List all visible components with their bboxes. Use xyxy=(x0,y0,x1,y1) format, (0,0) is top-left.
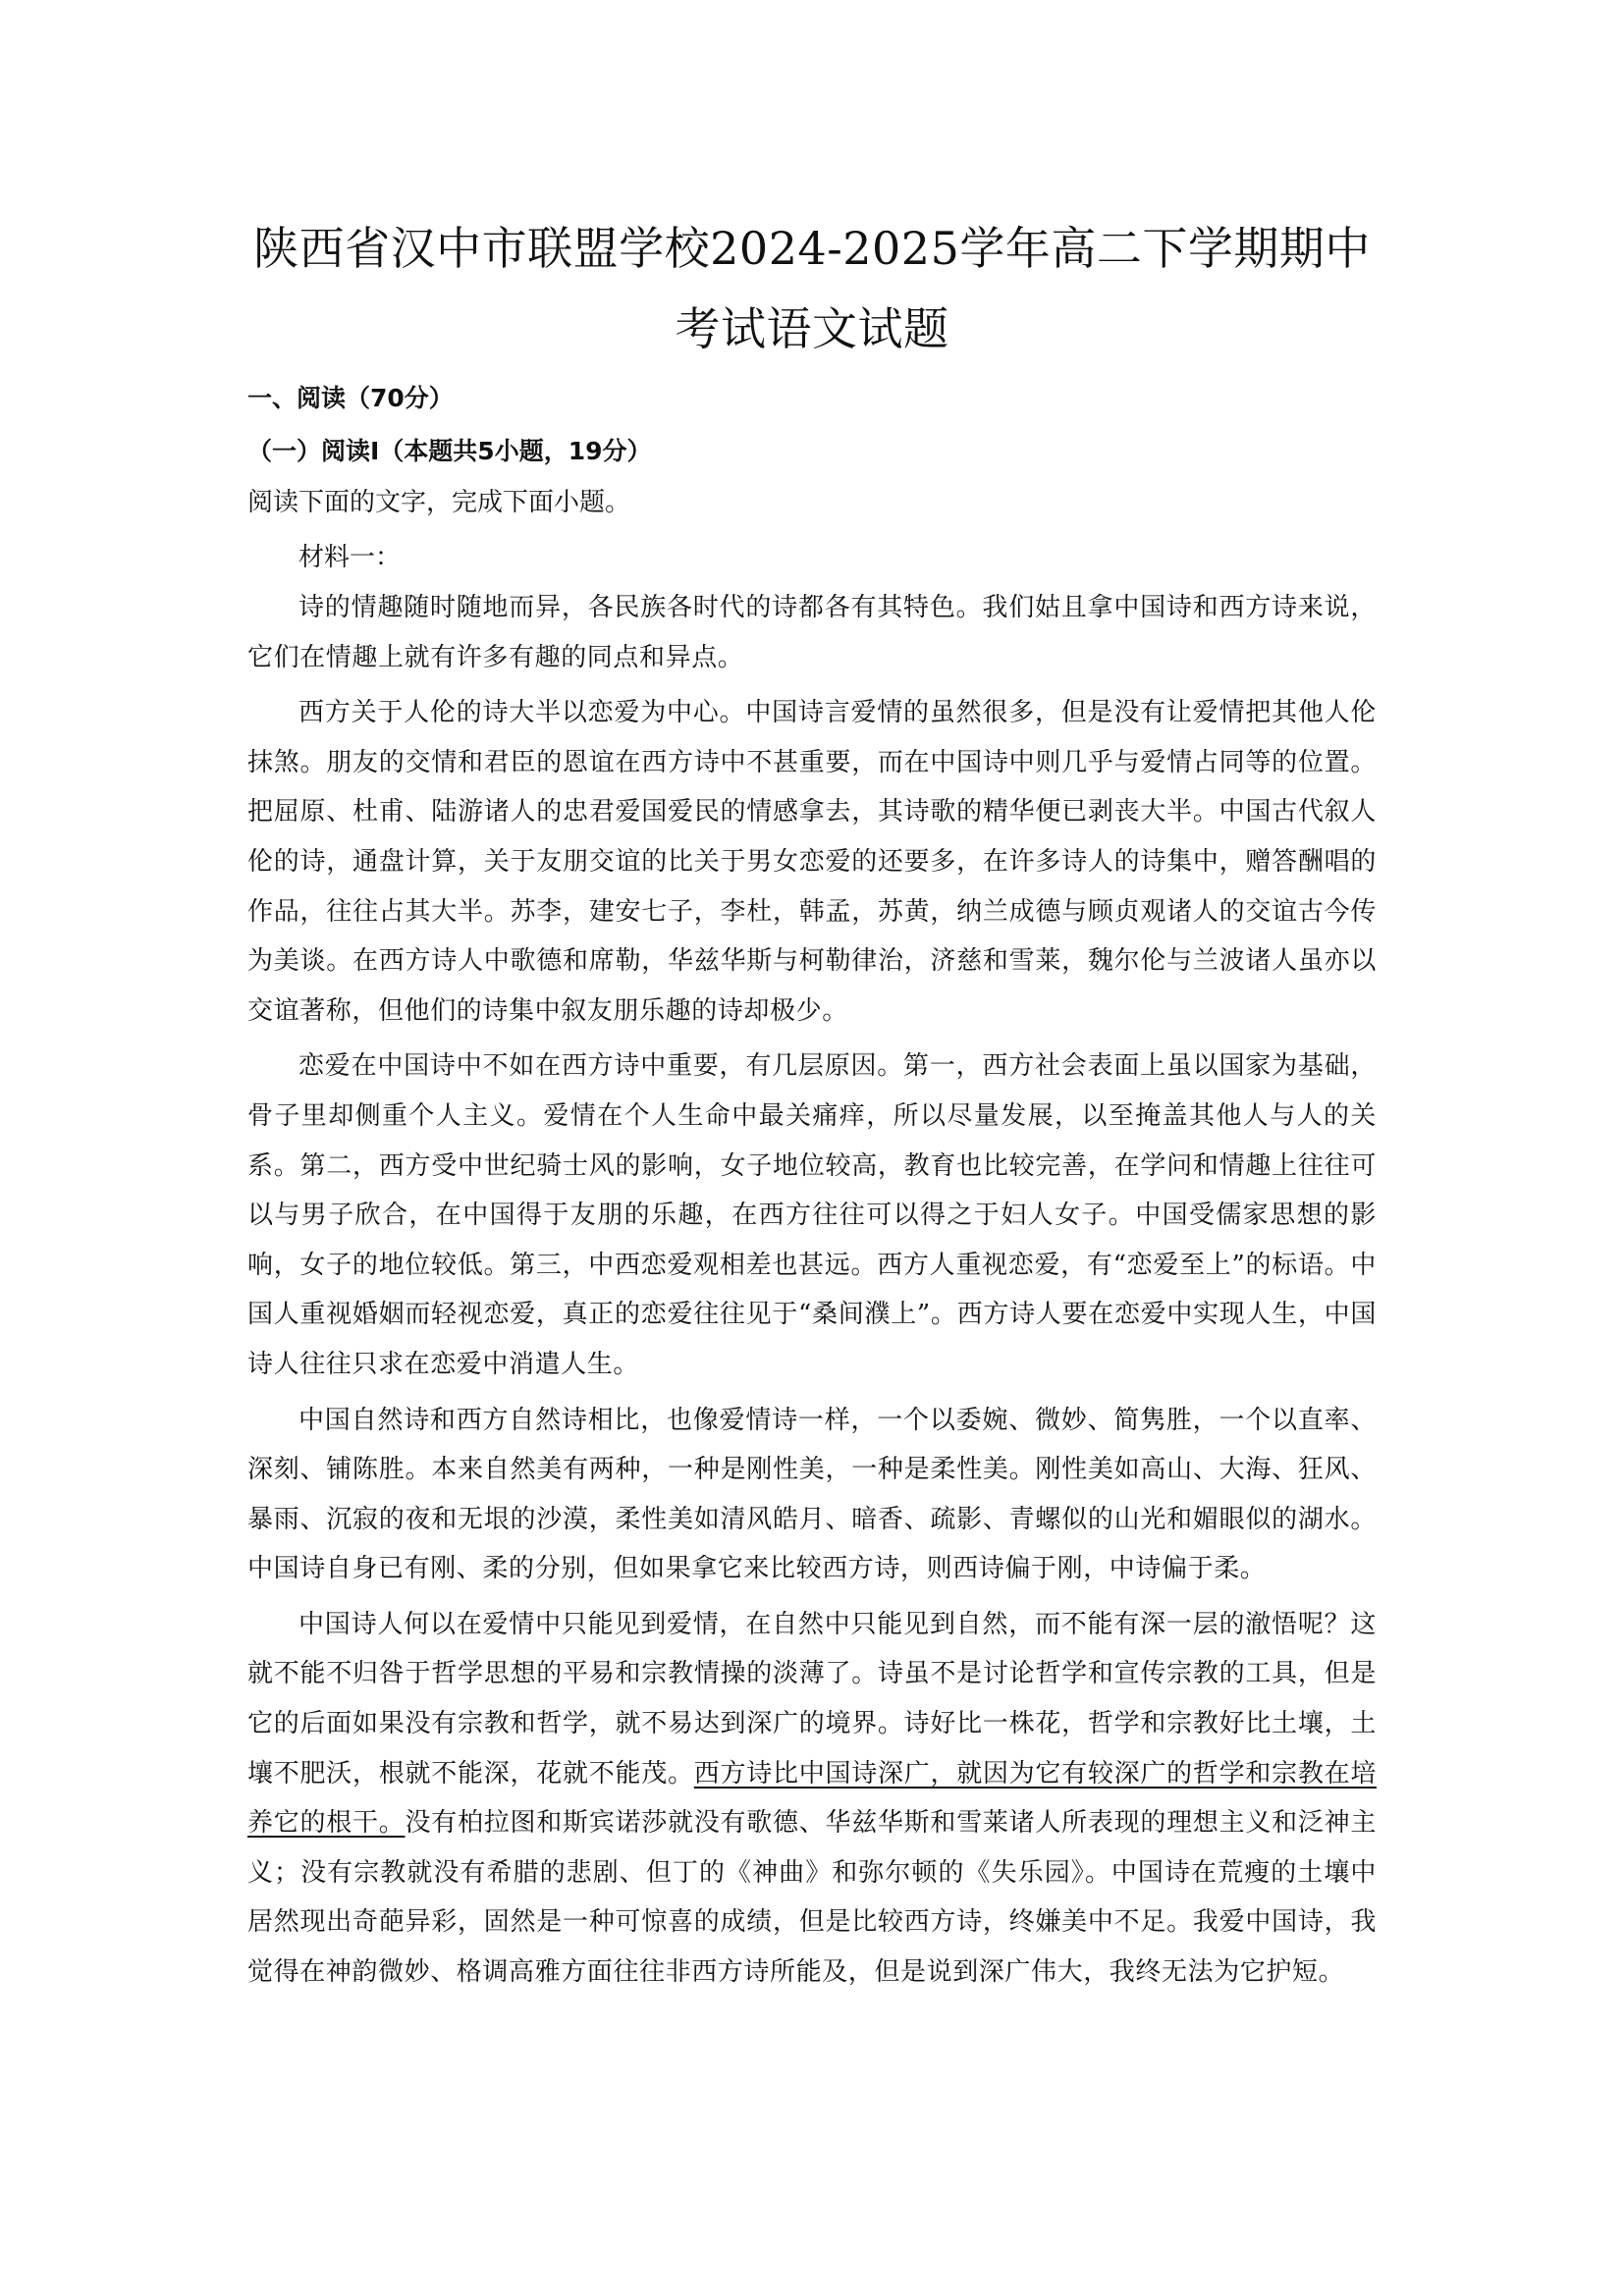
title-line-1: 陕西省汉中市联盟学校2024-2025学年高二下学期期中 xyxy=(253,222,1371,275)
title-line-2: 考试语文试题 xyxy=(675,302,949,355)
paragraph-1: 诗的情趣随时随地而异，各民族各时代的诗都各有其特色。我们姑且拿中国诗和西方诗来说，它们在情趣上就有许多有趣的同点和异点。 xyxy=(247,593,1377,672)
paragraph-5 xyxy=(247,1600,1377,1998)
paragraph-3: 恋爱在中国诗中不如在西方诗中重要，有几层原因。第一，西方社会表面上虽以国家为基础，骨子里却侧重个人主义。爱情在个人生命中最关痛痒，所以尽量发展，以至掩盖其他人与人的关系。第二，西方受中世纪骑士风的影响，女子地位较高，教育也比较完善，在学问和情趣上往往可以与男子欣合，在中国得于友朋的乐趣，在西方往往可以得之于妇人女子。中国受儒家思想的影响，女子的地位较低。第三，中西恋爱观相差也甚远。西方人重视恋爱，有“恋爱至上”的标语。中国人重视婚姻而轻视恋爱，真正的恋爱往往见于“桑间濮上”。西方诗人要在恋爱中实现人生，中国诗人往往只求在恋爱中消遣人生。 xyxy=(247,1051,1377,1379)
paragraph-4: 中国自然诗和西方自然诗相比，也像爱情诗一样，一个以委婉、微妙、简隽胜，一个以直率、深刻、铺陈胜。本来自然美有两种，一种是刚性美，一种是柔性美。刚性美如高山、大海、狂风、暴雨、沉寂的夜和无垠的沙漠，柔性美如清风皓月、暗香、疏影、青螺似的山光和媚眼似的湖水。中国诗自身已有刚、柔的分别，但如果拿它来比较西方诗，则西诗偏于刚，中诗偏于柔。 xyxy=(247,1405,1377,1584)
subsection-heading-reading-1: （一）阅读Ⅰ（本题共5小题，19分） xyxy=(247,437,652,465)
paragraph-2: 西方关于人伦的诗大半以恋爱为中心。中国诗言爱情的虽然很多，但是没有让爱情把其他人伦抹煞。朋友的交情和君臣的恩谊在西方诗中不甚重要，而在中国诗中则几乎与爱情占同等的位置。把屈原、杜甫、陆游诸人的忠君爱国爱民的情感拿去，其诗歌的精华便已剥丧大半。中国古代叙人伦的诗，通盘计算，关于友朋交谊的比关于男女恋爱的还要多，在许多诗人的诗集中，赠答酬唱的作品，往往占其大半。苏李，建安七子，李杜，韩孟，苏黄，纳兰成德与顾贞观诸人的交谊古今传为美谈。在西方诗人中歌德和席勒，华兹华斯与柯勒律治，济慈和雪莱，魏尔伦与兰波诸人虽亦以交谊著称，但他们的诗集中叙友朋乐趣的诗却极少。 xyxy=(247,698,1377,1026)
paragraph-5-before: 中国诗人何以在爱情中只能见到爱情，在自然中只能见到自然，而不能有深一层的澈悟呢？这就不能不归咎于哲学思想的平易和宗教情操的淡薄了。诗虽不是讨论哲学和宣传宗教的工具，但是它的后面如果没有宗教和哲学，就不易达到深广的境界。诗好比一株花，哲学和宗教好比土壤，土壤不肥沃，根就不能深，花就不能茂。 xyxy=(247,1609,1377,1789)
material-label: 材料一： xyxy=(298,543,402,572)
section-heading-reading: 一、阅读（70分） xyxy=(247,384,454,412)
exam-page xyxy=(247,208,1377,1998)
reading-instruction: 阅读下面的文字，完成下面小题。 xyxy=(247,488,631,517)
underlined-sentence: 西方诗比中国诗深广，就因为它有较深广的哲学和宗教在培养它的根干。 xyxy=(247,1758,1378,1839)
page-title xyxy=(247,208,1377,369)
paragraph-5-after: 没有柏拉图和斯宾诺莎就没有歌德、华兹华斯和雪莱诸人所表现的理想主义和泛神主义；没有宗教就没有希腊的悲剧、但丁的《神曲》和弥尔顿的《失乐园》。中国诗在荒瘦的土壤中居然现出奇葩异彩，固然是一种可惊喜的成绩，但是比较西方诗，终嫌美中不足。我爱中国诗，我觉得在神韵微妙、格调高雅方面往往非西方诗所能及，但是说到深广伟大，我终无法为它护短。 xyxy=(247,1808,1377,1988)
